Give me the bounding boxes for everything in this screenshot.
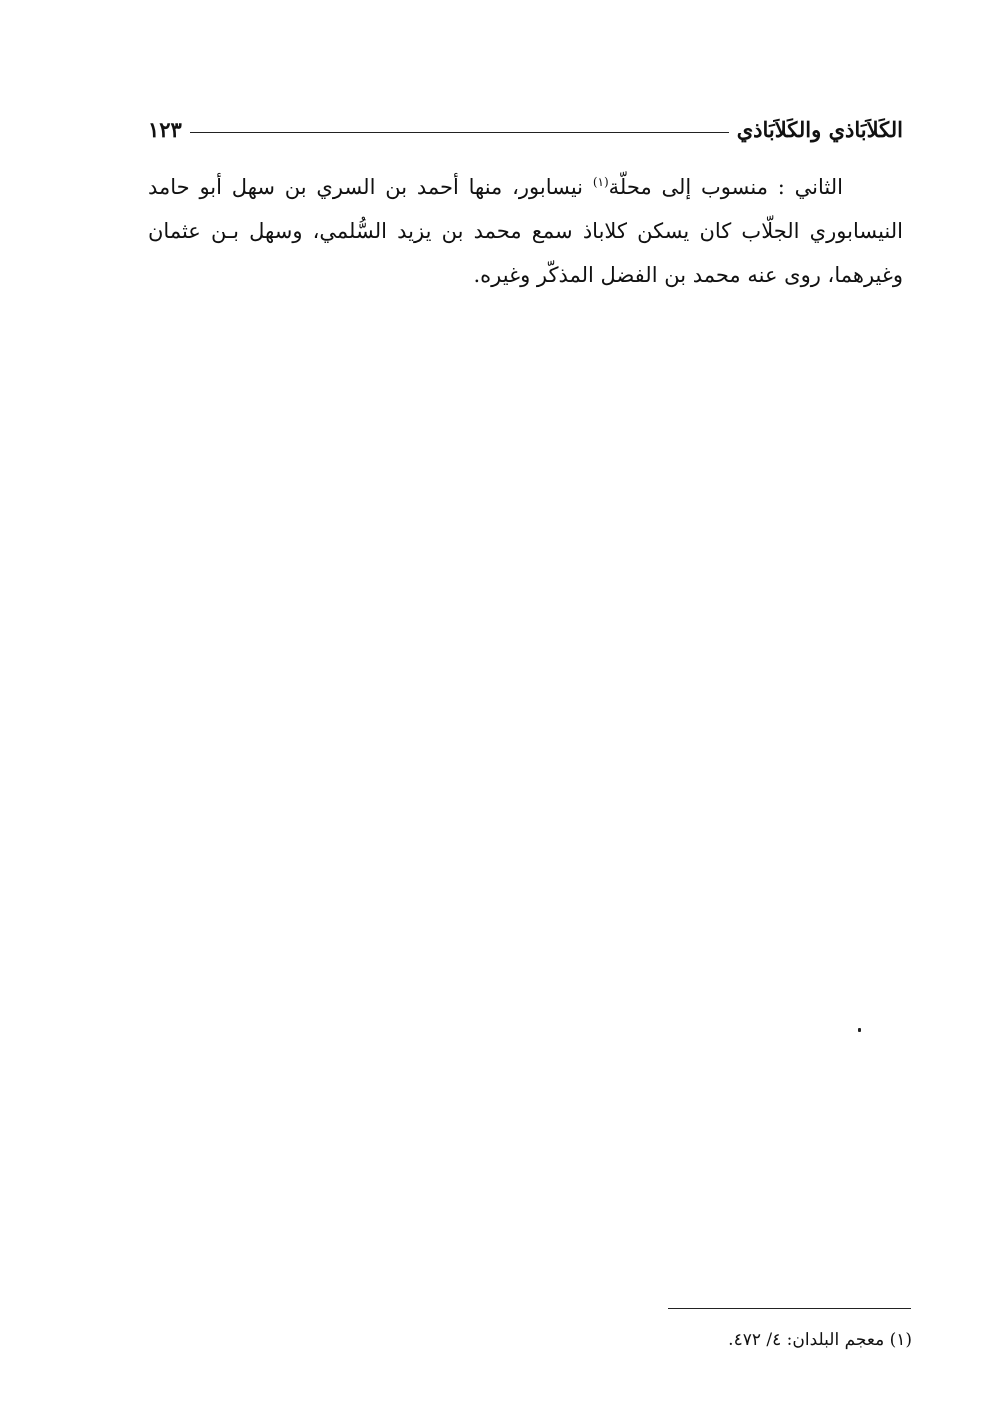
body-paragraph [148, 160, 903, 297]
footnote-separator [668, 1308, 911, 1309]
header-rule [190, 132, 729, 133]
footnote-reference: (١) [592, 175, 609, 189]
body-text-part2: نيسابور، منها أحمد بن السري بن سهل أبو حامد النيسابوري الجلّاب كان يسكن كلاباذ سمع محمد بن يزيد السُّلمي، وسهل بـن عثمان وغيرهما، روى عنه محمد بن الفضل المذكّر وغيره. [148, 175, 903, 287]
running-header-title: الكَلاَبَاذي والكَلاَبَاذي [736, 116, 903, 142]
scan-speck [858, 1028, 861, 1032]
page-number: ١٢٣ [148, 116, 182, 142]
footnote: (١) معجم البلدان: ٤/ ٤٧٢. [728, 1330, 912, 1350]
body-text-part1: الثاني : منسوب إلى محلّة [608, 175, 843, 199]
running-header [148, 112, 903, 146]
